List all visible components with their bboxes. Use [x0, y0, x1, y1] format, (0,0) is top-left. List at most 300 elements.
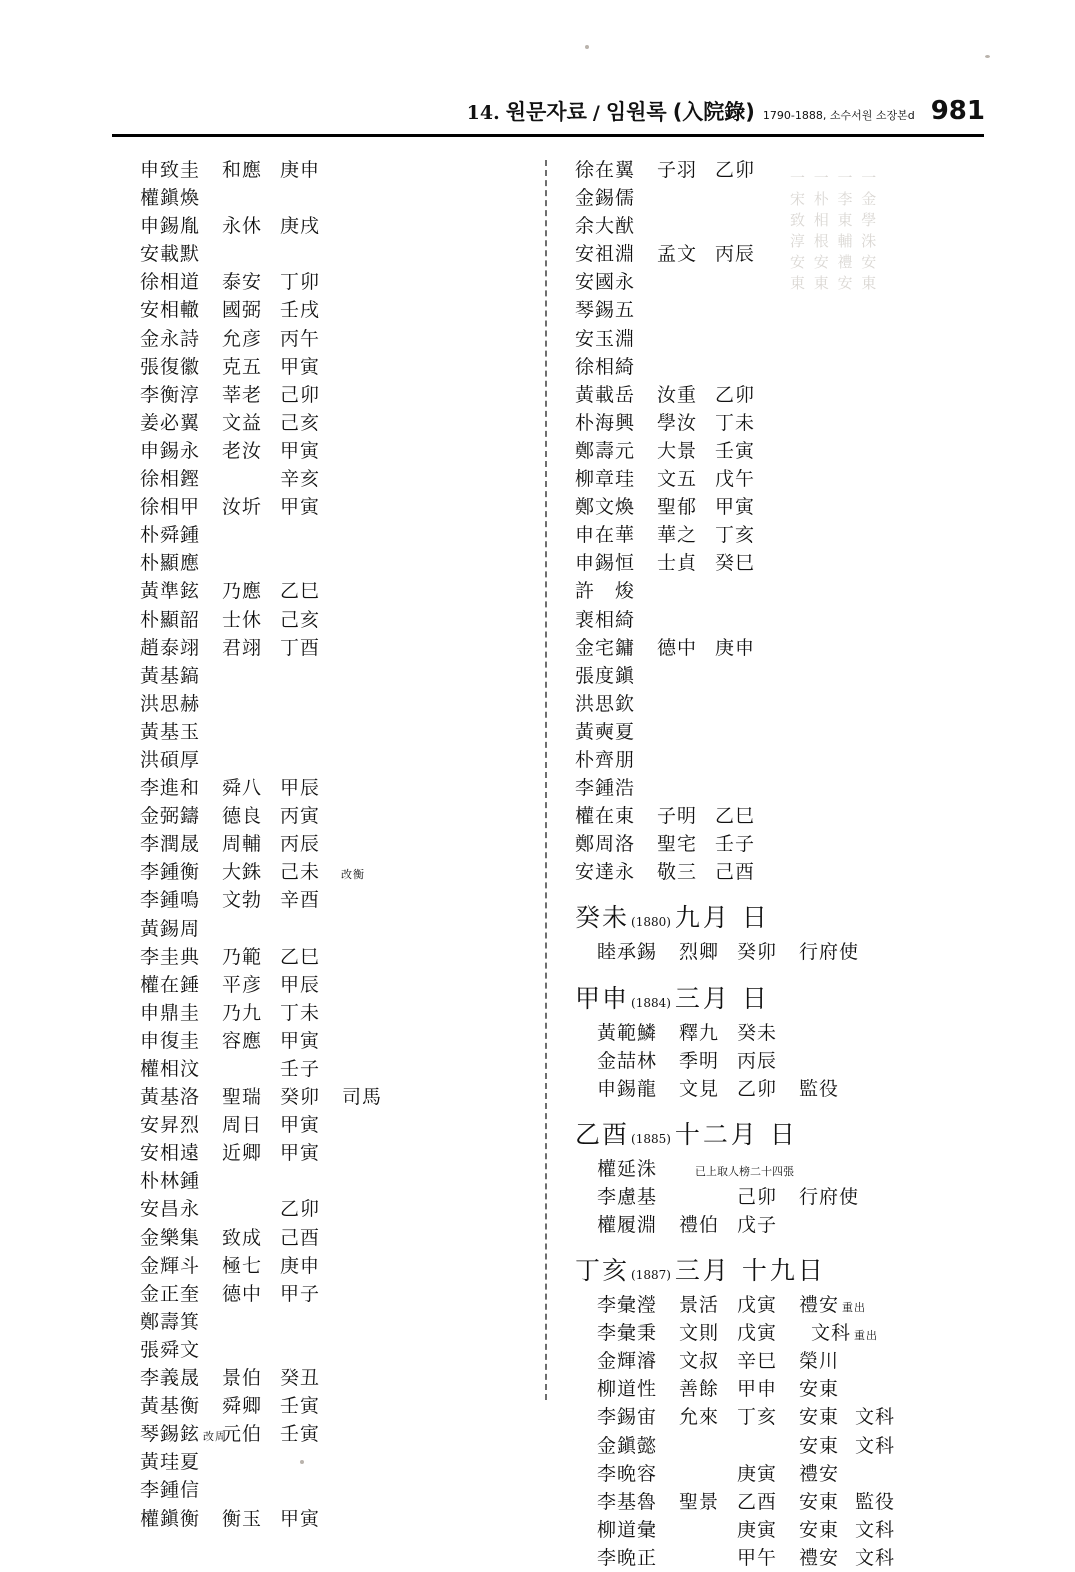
entry-note: 監役: [799, 1077, 840, 1100]
entry-row: [140, 606, 530, 634]
entry-row: [140, 1083, 530, 1111]
entry-name: 安祖淵: [575, 243, 636, 266]
entry-birth-year: 戊寅: [737, 1294, 778, 1317]
entry-row: [597, 1155, 995, 1183]
entry-row: [575, 381, 995, 409]
entry-name: 朴海興: [575, 411, 636, 434]
entry-row: [140, 268, 530, 296]
entry-birth-year: 辛巳: [737, 1350, 778, 1373]
left-column: [140, 156, 530, 1533]
entry-courtesy-name: 敬三: [657, 861, 698, 884]
entry-name: 申致圭: [140, 159, 201, 181]
entry-note: 安東: [799, 1434, 840, 1457]
ghost-line: 一 一 一 一: [790, 169, 879, 187]
entry-birth-year: 甲辰: [280, 973, 321, 996]
entry-row: [140, 662, 530, 690]
entry-row: [140, 971, 530, 999]
entry-name: 申錫恒: [575, 552, 636, 575]
entry-row: [140, 156, 530, 184]
entry-row: [575, 746, 995, 774]
entry-row: [140, 184, 530, 212]
entry-name: 安相遠: [140, 1142, 201, 1165]
entry-name: 張舜文: [140, 1338, 201, 1361]
entry-name: 申錫龍: [597, 1077, 658, 1100]
header-subtitle: 1790-1888, 소수서원 소장본d: [762, 109, 915, 122]
entry-row: [597, 1347, 995, 1375]
entry-courtesy-name: 容應: [222, 1029, 263, 1052]
entry-row: [140, 915, 530, 943]
entry-name: 權相汶: [140, 1058, 201, 1080]
entry-row: [597, 1019, 995, 1047]
entry-courtesy-name: 禮伯: [679, 1214, 720, 1236]
entry-name: 安昇烈: [140, 1114, 201, 1137]
section-western-year: (1880): [631, 915, 671, 930]
entry-name: 金正奎: [140, 1282, 201, 1305]
entry-courtesy-name: 烈卿: [679, 941, 720, 964]
section-date: 九月 日: [674, 903, 770, 933]
entry-name: 申復圭: [140, 1029, 201, 1052]
entry-courtesy-name: 周輔: [222, 833, 263, 856]
entry-row: [140, 409, 530, 437]
entry-name: 朴顯韶: [140, 608, 201, 631]
entry-name: 李晩容: [597, 1462, 658, 1485]
entry-name: 趙泰翊: [140, 636, 201, 659]
entry-name: 權鎭煥: [140, 187, 201, 210]
entry-name: 徐相綺: [575, 355, 636, 378]
entry-name: 權在東: [575, 805, 636, 828]
entry-courtesy-name: 和應: [222, 159, 263, 181]
section-date: 三月 日: [674, 983, 770, 1013]
entry-name: 朴齊朋: [575, 748, 636, 771]
entry-row: [575, 830, 995, 858]
right-column: [575, 156, 995, 1572]
entry-row: [140, 886, 530, 914]
entry-name: 李錫宙: [597, 1406, 658, 1429]
entry-name: 權延洙: [597, 1157, 658, 1180]
entry-courtesy-name: 文五: [657, 468, 698, 491]
section-heading: [575, 1257, 995, 1291]
entry-row: [140, 381, 530, 409]
entry-name: 徐相鏗: [140, 468, 201, 491]
entry-birth-year: 乙卯: [715, 383, 756, 406]
entry-name: 李鍾浩: [575, 777, 636, 800]
entry-name: 許 焌: [575, 580, 636, 603]
entry-courtesy-name: 德中: [222, 1282, 263, 1305]
entry-birth-year: 甲寅: [280, 439, 321, 462]
entry-name: 裵相綺: [575, 608, 636, 631]
entry-name: 安相轍: [140, 299, 201, 322]
header-title-hanja: (入院錄): [672, 100, 755, 124]
entry-note: 榮川: [799, 1350, 840, 1373]
entry-birth-year: 庚寅: [737, 1462, 778, 1485]
section-western-year: (1884): [631, 995, 671, 1010]
entry-row: [140, 802, 530, 830]
entry-note: 行府使: [799, 941, 860, 964]
entry-note-secondary: 監役: [855, 1490, 896, 1513]
entry-row: [575, 409, 995, 437]
entry-row: [597, 1488, 995, 1516]
entry-birth-year: 甲辰: [280, 777, 321, 800]
entry-name: 安昌永: [140, 1198, 201, 1221]
entry-name: 朴林鍾: [140, 1170, 201, 1193]
entry-courtesy-name: 德中: [657, 636, 698, 659]
header-separator: /: [592, 102, 600, 124]
entry-note: 安東: [799, 1490, 840, 1513]
entry-name: 黃基玉: [140, 720, 201, 743]
entry-courtesy-name: 老汝: [222, 439, 263, 462]
entry-birth-year: 庚申: [280, 159, 321, 181]
entry-birth-year: 甲寅: [280, 1142, 321, 1165]
entry-name: 黃珪夏: [140, 1451, 201, 1474]
entry-name: 柳道性: [597, 1378, 658, 1401]
entry-courtesy-name: 文見: [679, 1077, 720, 1100]
entry-note: 禮安: [799, 1294, 840, 1317]
entry-name: 李潤晟: [140, 833, 201, 856]
entry-courtesy-name: 永休: [222, 215, 263, 238]
entry-row: [575, 606, 995, 634]
entry-row: [140, 1420, 530, 1448]
entry-birth-year: 戊午: [715, 468, 756, 491]
entry-row: [575, 493, 995, 521]
entry-name: 李鍾鳴: [140, 889, 201, 912]
entry-row: [140, 1195, 530, 1223]
entry-row: [575, 718, 995, 746]
entry-courtesy-name: 乃九: [222, 1001, 263, 1024]
entry-name: 李晩正: [597, 1546, 658, 1569]
entry-row: [140, 212, 530, 240]
entry-courtesy-name: 泰安: [222, 271, 263, 294]
entry-name: 李義晟: [140, 1367, 201, 1390]
entry-name-annotation: 改周: [203, 1430, 228, 1444]
ghost-line: 宋 朴 李 金: [790, 190, 879, 208]
entry-birth-year: 丙辰: [737, 1049, 778, 1072]
entry-name: 李基魯: [597, 1490, 658, 1513]
section-cyclical-year: 癸未: [575, 903, 630, 933]
entry-courtesy-name: 文益: [222, 411, 263, 434]
entry-note-secondary: 文科: [855, 1518, 896, 1541]
entry-row: [575, 268, 995, 296]
entry-note: 禮安: [799, 1546, 840, 1569]
section-entries: [575, 938, 995, 966]
entry-row: [140, 746, 530, 774]
entry-name: 張度鎭: [575, 664, 636, 687]
entry-note-secondary: 文科: [855, 1434, 896, 1457]
entry-courtesy-name: 景伯: [222, 1367, 263, 1390]
entry-birth-year: 己酉: [715, 861, 756, 884]
entry-name: 安玉淵: [575, 327, 636, 350]
entry-note: 行府使: [799, 1185, 860, 1208]
entry-name: 金永詩: [140, 327, 201, 350]
entry-name: 李進和: [140, 777, 201, 800]
entry-name: 柳道彙: [597, 1518, 658, 1541]
entry-row: [575, 549, 995, 577]
entry-name: 黃準鉉: [140, 580, 201, 603]
entry-name: 琴錫五: [575, 299, 636, 322]
entry-row: [575, 437, 995, 465]
entry-birth-year: 己酉: [280, 1226, 321, 1249]
entry-row: [597, 1544, 995, 1572]
entry-birth-year: 甲寅: [280, 355, 321, 378]
entry-courtesy-name: 士休: [222, 608, 263, 631]
section-heading: [575, 985, 995, 1019]
entry-birth-year: 甲子: [280, 1282, 321, 1305]
entry-birth-year: 丁亥: [715, 524, 756, 547]
entry-row: [597, 1047, 995, 1075]
entry-row: [575, 690, 995, 718]
entry-note-secondary: 文科: [855, 1546, 896, 1569]
entry-row: [140, 1167, 530, 1195]
entry-name: 黃基洛: [140, 1086, 201, 1109]
entry-name: 權在錘: [140, 973, 201, 996]
entry-courtesy-name: 大銖: [222, 861, 263, 884]
entry-name: 朴舜鍾: [140, 524, 201, 547]
entry-birth-year: 甲寅: [280, 1029, 321, 1052]
entry-name: 李慮基: [597, 1185, 658, 1208]
entry-row: [140, 1448, 530, 1476]
speck: [585, 45, 589, 49]
entry-courtesy-name: 近卿: [222, 1142, 263, 1165]
entry-row: [140, 1224, 530, 1252]
entry-name: 申在華: [575, 524, 636, 547]
entry-courtesy-name: 極七: [222, 1254, 263, 1277]
entry-name: 申錫永: [140, 439, 201, 462]
entry-birth-year: 壬寅: [280, 1395, 321, 1418]
entry-row: [140, 577, 530, 605]
entry-birth-year: 癸巳: [715, 552, 756, 575]
entry-birth-year: 丁未: [280, 1001, 321, 1024]
entry-birth-year: 己亥: [280, 608, 321, 631]
entry-row: [140, 296, 530, 324]
header-rule: [112, 134, 984, 137]
entry-note: 安東: [799, 1518, 840, 1541]
section-date: 三月 十九日: [674, 1256, 826, 1286]
entry-birth-year: 甲午: [737, 1546, 778, 1569]
entry-courtesy-name: 聖瑞: [222, 1086, 263, 1109]
entry-note-tertiary: 重出: [854, 1329, 879, 1343]
entry-courtesy-name: 乃範: [222, 945, 263, 968]
entry-row: [140, 1336, 530, 1364]
entry-courtesy-name: 允來: [679, 1406, 720, 1429]
entry-note: 司馬: [342, 1086, 383, 1109]
entry-birth-year: 丙辰: [715, 243, 756, 266]
entry-row: [575, 325, 995, 353]
entry-name: 朴顯應: [140, 552, 201, 575]
entry-courtesy-name: 學汝: [657, 411, 698, 434]
entry-courtesy-name: 致成: [222, 1226, 263, 1249]
entry-birth-year: 丁亥: [737, 1406, 778, 1429]
entry-row: [140, 943, 530, 971]
entry-courtesy-name: 聖宅: [657, 833, 698, 856]
entry-birth-year: 甲寅: [280, 496, 321, 519]
entry-courtesy-name: 元伯: [222, 1423, 263, 1446]
entry-row: [140, 1392, 530, 1420]
entry-courtesy-name: 士貞: [657, 552, 698, 575]
entry-name: 琴錫鉉 改周: [140, 1423, 228, 1446]
entry-row: [575, 353, 995, 381]
entry-name: 睦承錫: [597, 941, 658, 964]
entry-birth-year: 乙卯: [737, 1077, 778, 1100]
entry-name: 李鍾信: [140, 1479, 201, 1502]
entry-name: 徐相道: [140, 271, 201, 294]
entry-birth-year: 壬戌: [280, 299, 321, 322]
entry-name: 金輝濬: [597, 1350, 658, 1373]
speck: [985, 55, 990, 58]
section-cyclical-year: 丁亥: [575, 1256, 630, 1286]
entry-name: 權履淵: [597, 1214, 658, 1236]
ghost-line: 東 東 安 東: [790, 274, 879, 292]
entry-name: 金宅鏞: [575, 636, 636, 659]
entry-birth-year: 戊子: [737, 1214, 778, 1236]
entry-row: [140, 634, 530, 662]
section-western-year: (1887): [631, 1268, 671, 1283]
entry-row: [575, 634, 995, 662]
entry-row: [575, 662, 995, 690]
entry-name: 黃錫周: [140, 917, 201, 940]
entry-birth-year: 己卯: [737, 1185, 778, 1208]
entry-name: 鄭文煥: [575, 496, 636, 519]
section-western-year: (1885): [631, 1131, 671, 1146]
entry-note: 安東: [799, 1406, 840, 1429]
entry-courtesy-name: 國弼: [222, 299, 263, 322]
entry-row: [597, 1291, 995, 1319]
entry-name: 權鎭衡: [140, 1507, 201, 1530]
entry-row: [140, 690, 530, 718]
entry-row: [140, 830, 530, 858]
entry-name: 申鼎圭: [140, 1001, 201, 1024]
entry-name: 鄭周洛: [575, 833, 636, 856]
entry-birth-year: 壬寅: [715, 439, 756, 462]
entry-row: [140, 1252, 530, 1280]
entry-birth-year: 辛亥: [280, 468, 321, 491]
entry-row: [140, 1139, 530, 1167]
entry-row: [597, 1319, 995, 1347]
entry-birth-year: 乙巳: [280, 945, 321, 968]
entry-name: 徐在翼: [575, 159, 636, 181]
entry-row: [575, 296, 995, 324]
entry-birth-year: 乙酉: [737, 1490, 778, 1513]
entry-courtesy-name: 君翊: [222, 636, 263, 659]
entry-row: [140, 718, 530, 746]
section-entries: [575, 1019, 995, 1103]
entry-row: [575, 858, 995, 886]
entry-note: 安東: [799, 1378, 840, 1401]
column-divider: [545, 160, 547, 1400]
entry-row: [140, 1111, 530, 1139]
header-label-ko: 원문자료: [505, 100, 587, 124]
entry-name: 洪碩厚: [140, 748, 201, 771]
entry-row: [140, 1027, 530, 1055]
entry-row: [597, 1183, 995, 1211]
entry-name: 鄭壽元: [575, 439, 636, 462]
page-number: 981: [930, 96, 985, 126]
entry-row: [597, 1375, 995, 1403]
entry-courtesy-name: 華之: [657, 524, 698, 547]
entry-birth-year: 戊寅: [737, 1322, 778, 1345]
entry-courtesy-name: 景活: [679, 1294, 720, 1317]
entry-row: [597, 1516, 995, 1544]
entry-name: 安載默: [140, 243, 201, 266]
entry-courtesy-name: 季明: [679, 1049, 720, 1072]
entry-name: 洪思欽: [575, 692, 636, 715]
entry-courtesy-name: 善餘: [679, 1378, 720, 1401]
entry-name: 余大猷: [575, 215, 636, 238]
entry-birth-year: 丙辰: [280, 833, 321, 856]
entry-name: 安達永: [575, 861, 636, 884]
entry-name: 金輝斗: [140, 1254, 201, 1277]
entry-name: 黃奭夏: [575, 720, 636, 743]
section-heading: [575, 1121, 995, 1155]
entry-row: [140, 465, 530, 493]
entry-name: 李彙秉: [597, 1322, 658, 1345]
entry-birth-year: 丁卯: [280, 271, 321, 294]
entry-row: [597, 1075, 995, 1103]
entry-row: [575, 212, 995, 240]
entry-row: [575, 577, 995, 605]
entry-courtesy-name: 文則: [679, 1322, 720, 1345]
entry-birth-year: 壬子: [715, 833, 756, 856]
entry-row: [575, 465, 995, 493]
entry-row: [597, 1403, 995, 1431]
entry-birth-year: 丁酉: [280, 636, 321, 659]
entry-courtesy-name: 大景: [657, 439, 698, 462]
entry-birth-year: 庚申: [715, 636, 756, 659]
entry-birth-year: 丙午: [280, 327, 321, 350]
entry-name: 黃範鱗: [597, 1021, 658, 1044]
entry-name: 黃基鎬: [140, 664, 201, 687]
entry-row: [140, 999, 530, 1027]
entry-row: [140, 437, 530, 465]
section-heading: [575, 904, 995, 938]
entry-birth-year: 乙巳: [280, 580, 321, 603]
entry-row: [140, 353, 530, 381]
entry-birth-year: 癸丑: [280, 1367, 321, 1390]
entry-name: 李鍾衡: [140, 861, 201, 884]
entry-courtesy-name: 孟文: [657, 243, 698, 266]
entry-name: 申錫胤: [140, 215, 201, 238]
entry-row: [575, 184, 995, 212]
entry-birth-year: 乙卯: [280, 1198, 321, 1221]
entry-name: 金鎭懿: [597, 1434, 658, 1457]
speck: [300, 1460, 304, 1464]
entry-birth-year: 庚戌: [280, 215, 321, 238]
ghost-line: 淳 根 輔 洙: [790, 232, 879, 250]
entry-courtesy-name: 子羽: [657, 159, 698, 181]
entry-row: [140, 1505, 530, 1533]
entry-birth-year: 甲寅: [280, 1507, 321, 1530]
entry-courtesy-name: 克五: [222, 355, 263, 378]
page-header: [110, 96, 985, 126]
entry-courtesy-name: 汝重: [657, 383, 698, 406]
entry-courtesy-name: 舜卿: [222, 1395, 263, 1418]
entry-row: [140, 325, 530, 353]
entry-row: [575, 802, 995, 830]
entry-row: [140, 1280, 530, 1308]
entry-courtesy-name: 莘老: [222, 383, 263, 406]
entry-name: 洪思赫: [140, 692, 201, 715]
entry-row: [140, 858, 530, 886]
section-date: 十二月 日: [674, 1119, 798, 1149]
entry-name: 金喆林: [597, 1049, 658, 1072]
ghost-line: 安 安 禮 安: [790, 253, 879, 271]
entry-note: 改衡: [341, 868, 365, 882]
entry-birth-year: 庚申: [280, 1254, 321, 1277]
entry-name: 黃基衡: [140, 1395, 201, 1418]
entry-row: [140, 521, 530, 549]
entry-birth-year: 乙卯: [715, 159, 756, 181]
entry-row: [140, 549, 530, 577]
entry-birth-year: 甲申: [737, 1378, 778, 1401]
header-title-ko: 임원록: [605, 100, 667, 124]
